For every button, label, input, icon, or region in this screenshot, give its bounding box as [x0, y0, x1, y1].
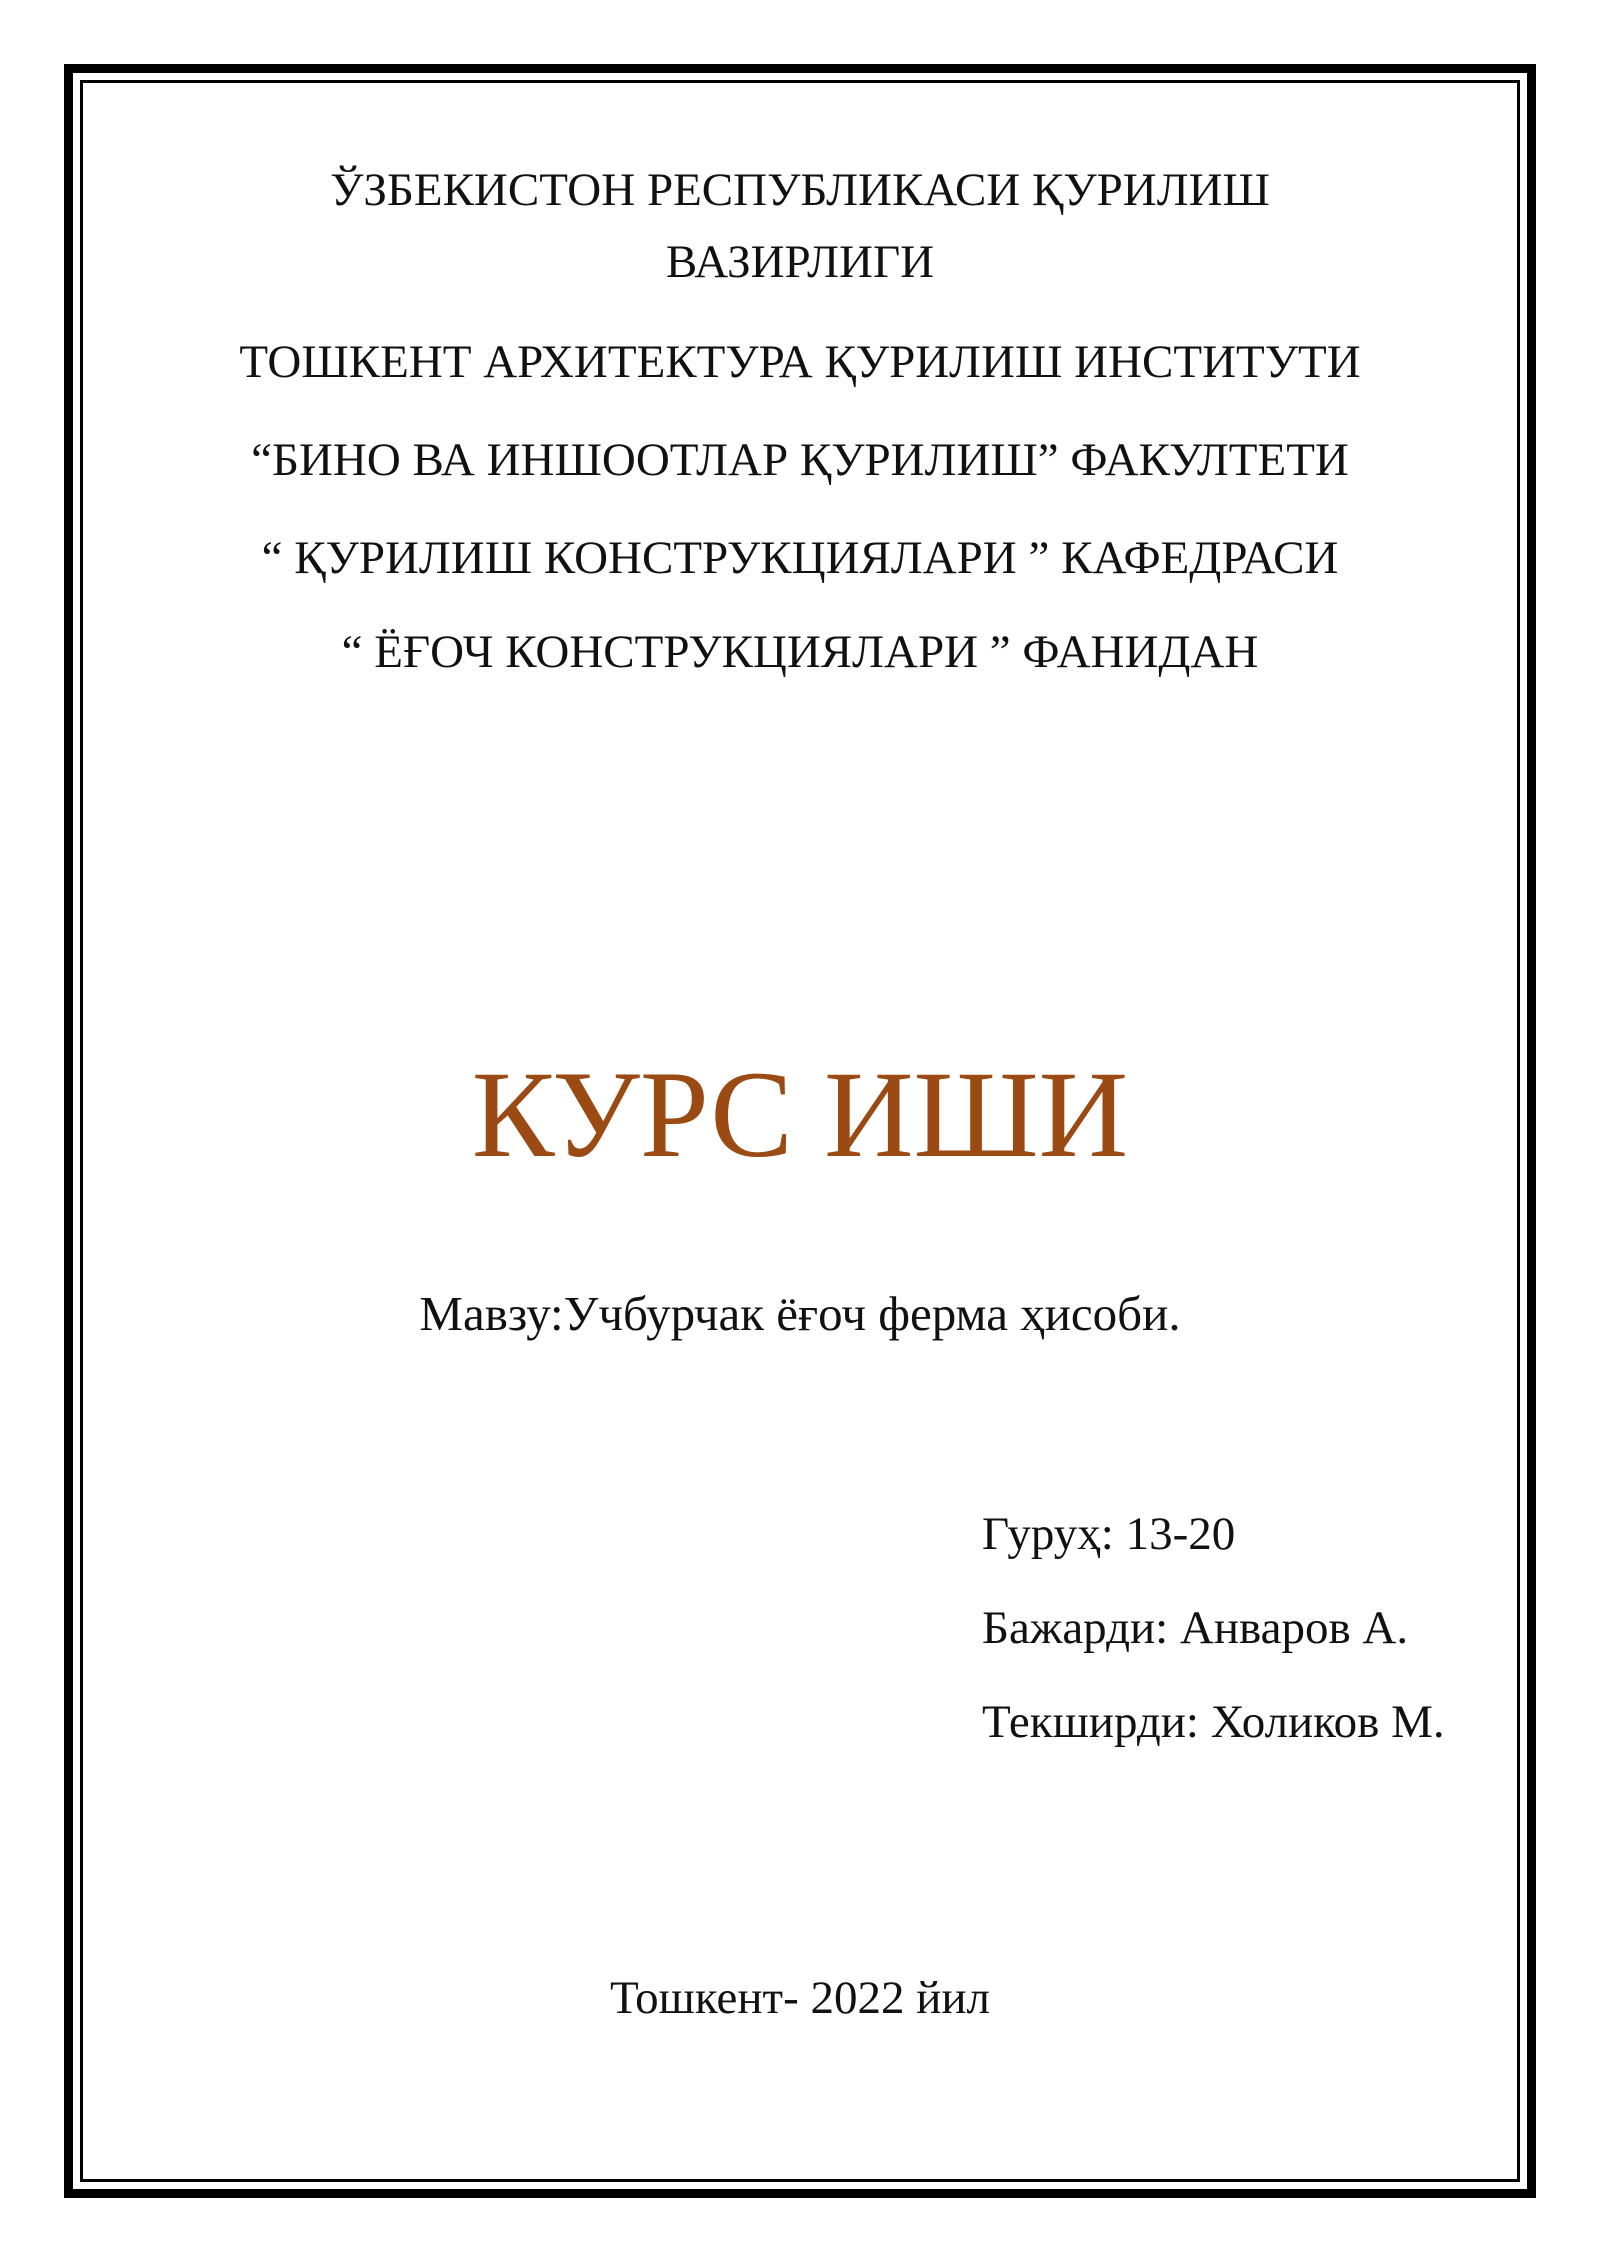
city-year-line: Тошкент- 2022 йил	[610, 1972, 990, 2024]
topic-line: Мавзу:Учбурчак ёғоч ферма ҳисоби.	[419, 1286, 1181, 1341]
faculty-line: “БИНО ВА ИНШООТЛАР ҚУРИЛИШ” ФАКУЛТЕТИ	[251, 434, 1349, 486]
institute-line: ТОШКЕНТ АРХИТЕКТУРА ҚУРИЛИШ ИНСТИТУТИ	[239, 336, 1361, 388]
ministry-line-1: ЎЗБЕКИСТОН РЕСПУБЛИКАСИ ҚУРИЛИШ	[330, 164, 1270, 216]
ministry-line-2: ВАЗИРЛИГИ	[665, 236, 935, 288]
checked-by-line: Текширди: Холиков М.	[982, 1696, 1445, 1748]
document-title: КУРС ИШИ	[471, 1046, 1129, 1183]
department-line: “ ҚУРИЛИШ КОНСТРУКЦИЯЛАРИ ” КАФЕДРАСИ	[261, 532, 1339, 584]
subject-line: “ ЁҒОЧ КОНСТРУКЦИЯЛАРИ ” ФАНИДАН	[341, 626, 1259, 678]
performed-by-line: Бажарди: Анваров А.	[982, 1602, 1409, 1654]
group-line: Гуруҳ: 13-20	[982, 1508, 1236, 1560]
